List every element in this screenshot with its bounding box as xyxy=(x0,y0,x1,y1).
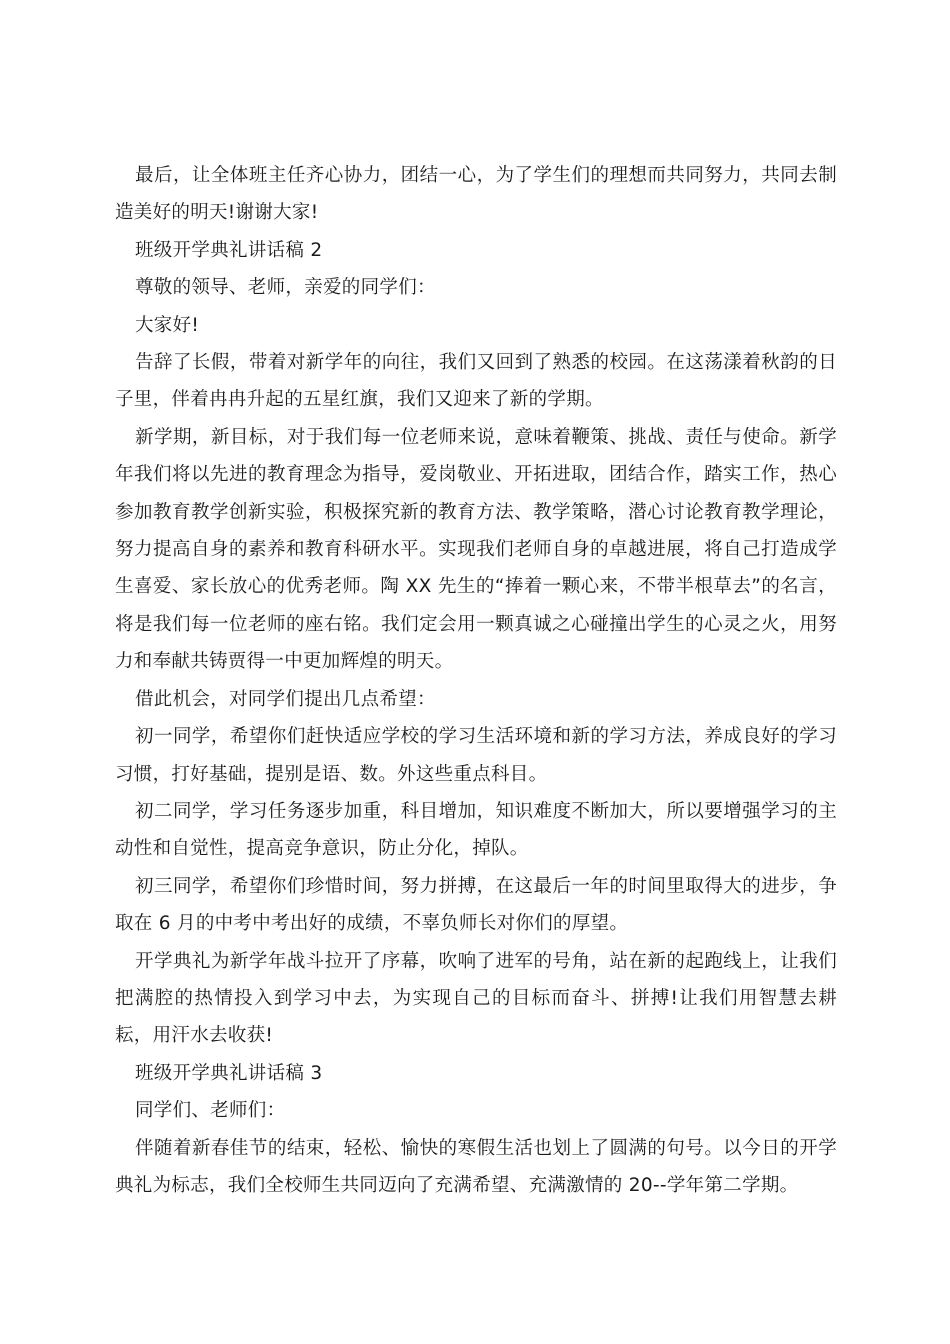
paragraph-return-to-school: 告辞了长假，带着对新学年的向往，我们又回到了熟悉的校园。在这荡漾着秋韵的日子里，伴着冉冉升起的五星红旗，我们又迎来了新的学期。 xyxy=(115,352,837,411)
paragraph-hopes-intro: 借此机会，对同学们提出几点希望： xyxy=(135,688,436,710)
section-heading-speech-2: 班级开学典礼讲话稿 2 xyxy=(135,239,323,261)
paragraph-spring-semester: 伴随着新春佳节的结束，轻松、愉快的寒假生活也划上了圆满的句号。以今日的开学典礼为标志，我们全校师生共同迈向了充满希望、充满激情的 20--学年第二学期。 xyxy=(115,1137,837,1196)
paragraph-new-semester-goals: 新学期，新目标，对于我们每一位老师来说，意味着鞭策、挑战、责任与使命。新学年我们将以先进的教育理念为指导，爱岗敬业、开拓进取，团结合作，踏实工作，热心参加教育教学创新实验，积极探究新的教育方法、教学策略，潜心讨论教育教学理论，努力提高自身的素养和教育科研水平。实现我们老师自身的卓越进展，将自己打造成学生喜爱、家长放心的优秀老师。陶 XX 先生的“捧着一颗心来，不带半根草去”的名言，将是我们每一位老师的座右铭。我们定会用一颗真诚之心碰撞出学生的心灵之火，用努力和奉献共铸贾得一中更加辉煌的明天。 xyxy=(115,426,837,673)
paragraph-greeting: 大家好! xyxy=(135,314,200,336)
paragraph-salutation-2: 同学们、老师们： xyxy=(135,1100,286,1122)
paragraph-grade-9: 初三同学，希望你们珍惜时间，努力拼搏，在这最后一年的时间里取得大的进步，争取在 6 月的中考中考出好的成绩，不辜负师长对你们的厚望。 xyxy=(115,875,837,935)
paragraph-grade-7: 初一同学，希望你们赶快适应学校的学习生活环境和新的学习方法，养成良好的学习习惯，打好基础，提别是语、数。外这些重点科目。 xyxy=(115,726,837,785)
document-body xyxy=(115,157,837,1204)
paragraph-closing-remarks: 最后，让全体班主任齐心协力，团结一心，为了学生们的理想而共同努力，共同去制造美好的明天!谢谢大家! xyxy=(115,165,837,224)
paragraph-conclusion: 开学典礼为新学年战斗拉开了序幕，吹响了进军的号角，站在新的起跑线上，让我们把满腔的热情投入到学习中去，为实现自己的目标而奋斗、拼搏!让我们用智慧去耕耘，用汗水去收获! xyxy=(115,950,837,1047)
section-heading-speech-3: 班级开学典礼讲话稿 3 xyxy=(135,1062,323,1084)
paragraph-salutation: 尊敬的领导、老师，亲爱的同学们： xyxy=(135,277,436,299)
paragraph-grade-8: 初二同学，学习任务逐步加重，科目增加，知识难度不断加大，所以要增强学习的主动性和自觉性，提高竞争意识，防止分化，掉队。 xyxy=(115,800,837,860)
